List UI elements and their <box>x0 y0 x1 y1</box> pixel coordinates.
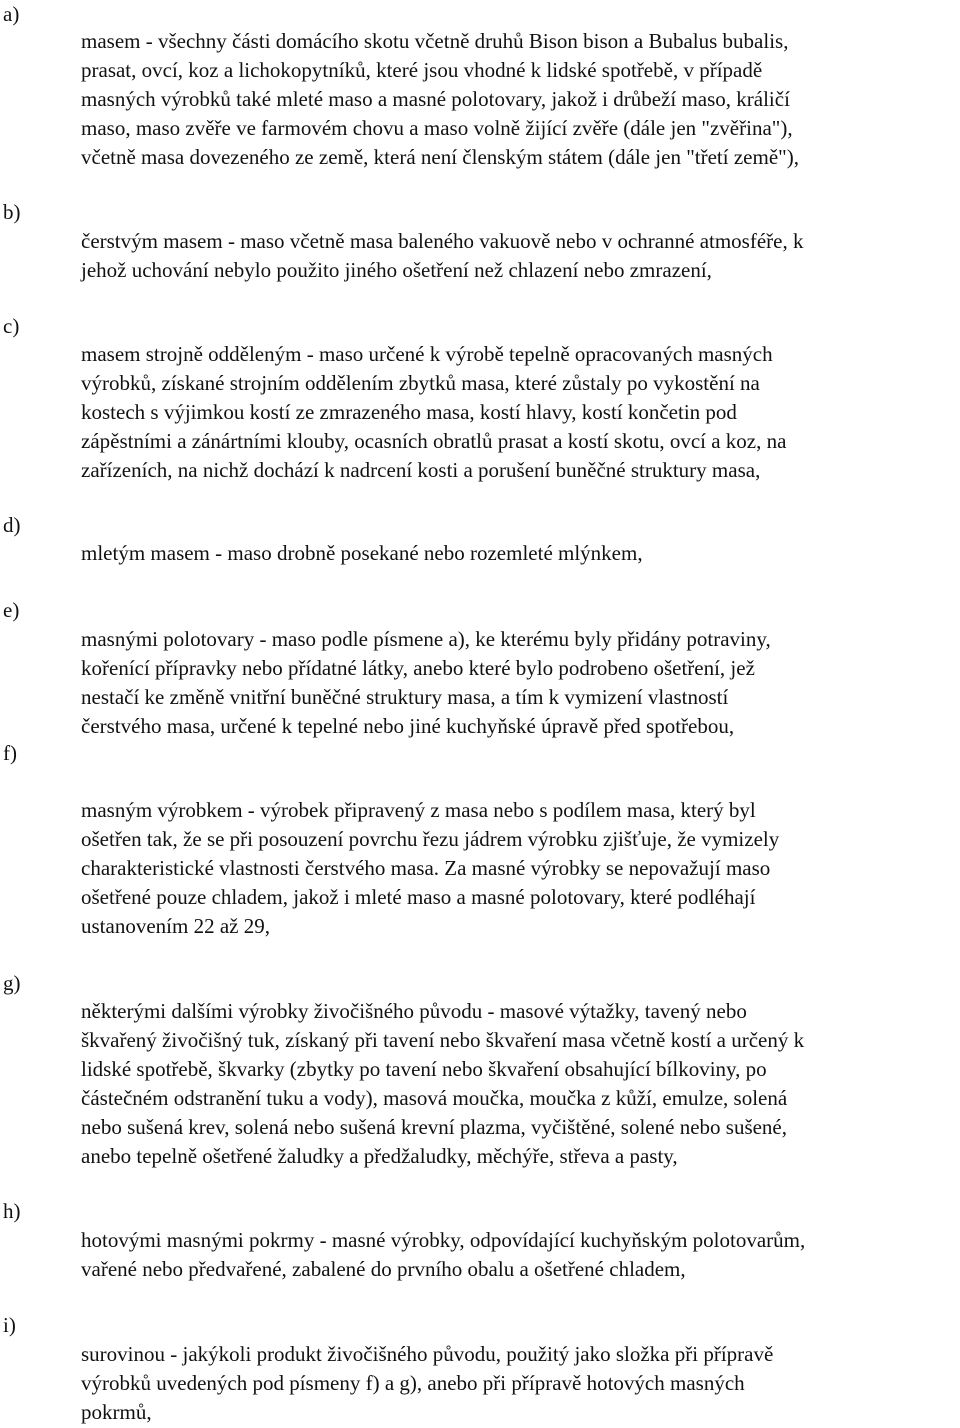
text-line: čerstvým masem - maso včetně masa baleného vakuově nebo v ochranné atmosféře, k <box>81 229 804 253</box>
item-text-i <box>81 1340 955 1427</box>
text-line: mletým masem - maso drobně posekané nebo rozemleté mlýnkem, <box>81 541 643 565</box>
item-letter-a: a) <box>3 2 20 26</box>
text-line: včetně masa dovezeného ze země, která není členským státem (dále jen "třetí země"), <box>81 145 799 169</box>
item-text-g <box>81 997 955 1171</box>
text-line: charakteristické vlastnosti čerstvého masa. Za masné výrobky se nepovažují maso <box>81 856 771 880</box>
text-line: kostech s výjimkou kostí ze zmrazeného masa, kostí hlavy, kostí končetin pod <box>81 400 737 424</box>
text-line: nestačí ke změně vnitřní buněčné struktury masa, a tím k vymizení vlastností <box>81 685 729 709</box>
text-line: masem - všechny části domácího skotu včetně druhů Bison bison a Bubalus bubalis, <box>81 29 789 53</box>
item-text-d <box>81 539 955 568</box>
text-line: výrobků uvedených pod písmeny f) a g), anebo při přípravě hotových masných <box>81 1371 745 1395</box>
item-letter-f: f) <box>3 741 17 765</box>
text-line: masnými polotovary - maso podle písmene a), ke kterému byly přidány potraviny, <box>81 627 771 651</box>
text-line: pokrmů, <box>81 1400 152 1424</box>
text-line: škvařený živočišný tuk, získaný při tavení nebo škvaření masa včetně kostí a určený k <box>81 1028 805 1052</box>
item-letter-c: c) <box>3 314 20 338</box>
text-line: zápěstními a zánártními klouby, ocasních obratlů prasat a kostí skotu, ovcí a koz, na <box>81 429 787 453</box>
text-line: některými dalšími výrobky živočišného původu - masové výtažky, tavený nebo <box>81 999 747 1023</box>
text-line: jehož uchování nebylo použito jiného ošetření než chlazení nebo zmrazení, <box>81 258 712 282</box>
text-line: prasat, ovcí, koz a lichokopytníků, které jsou vhodné k lidské spotřebě, v případě <box>81 58 763 82</box>
text-line: surovinou - jakýkoli produkt živočišného původu, použitý jako složka při přípravě <box>81 1342 774 1366</box>
text-line: kořenící přípravky nebo přídatné látky, anebo které bylo podrobeno ošetření, jež <box>81 656 755 680</box>
text-line: čerstvého masa, určené k tepelné nebo jiné kuchyňské úpravě před spotřebou, <box>81 714 735 738</box>
text-line: lidské spotřebě, škvarky (zbytky po tavení nebo škvaření obsahující bílkoviny, po <box>81 1057 767 1081</box>
text-line: vařené nebo předvařené, zabalené do prvního obalu a ošetřené chladem, <box>81 1257 686 1281</box>
item-text-c <box>81 340 955 485</box>
text-line: masem strojně odděleným - maso určené k výrobě tepelně opracovaných masných <box>81 342 773 366</box>
text-line: ošetřené pouze chladem, jakož i mleté maso a masné polotovary, které podléhají <box>81 885 756 909</box>
text-line: anebo tepelně ošetřené žaludky a předžaludky, měchýře, střeva a pasty, <box>81 1144 678 1168</box>
text-line: částečném odstranění tuku a vody), masová moučka, moučka z kůží, emulze, solená <box>81 1086 788 1110</box>
text-line: výrobků, získané strojním oddělením zbytků masa, které zůstaly po vykostění na <box>81 371 760 395</box>
text-line: ošetřen tak, že se při posouzení povrchu řezu jádrem výrobku zjišťuje, že vymizely <box>81 827 780 851</box>
text-line: maso, maso zvěře ve farmovém chovu a maso volně žijící zvěře (dále jen "zvěřina"), <box>81 116 793 140</box>
item-letter-i: i) <box>3 1313 16 1337</box>
text-line: masným výrobkem - výrobek připravený z masa nebo s podílem masa, který byl <box>81 798 756 822</box>
item-letter-e: e) <box>3 598 20 622</box>
item-text-h <box>81 1226 955 1284</box>
text-line: nebo sušená krev, solená nebo sušená krevní plazma, vyčištěné, solené nebo sušené, <box>81 1115 788 1139</box>
item-letter-b: b) <box>3 200 21 224</box>
item-letter-d: d) <box>3 513 21 537</box>
item-text-b <box>81 227 955 285</box>
item-text-a <box>81 27 955 172</box>
text-line: ustanovením 22 až 29, <box>81 914 270 938</box>
text-line: hotovými masnými pokrmy - masné výrobky, odpovídající kuchyňským polotovarům, <box>81 1228 806 1252</box>
text-line: zařízeních, na nichž dochází k nadrcení kosti a porušení buněčné struktury masa, <box>81 458 761 482</box>
item-text-e <box>81 625 955 741</box>
item-letter-g: g) <box>3 971 21 995</box>
item-text-f <box>81 796 955 941</box>
item-letter-h: h) <box>3 1199 21 1223</box>
text-line: masných výrobků také mleté maso a masné polotovary, jakož i drůbeží maso, králičí <box>81 87 790 111</box>
